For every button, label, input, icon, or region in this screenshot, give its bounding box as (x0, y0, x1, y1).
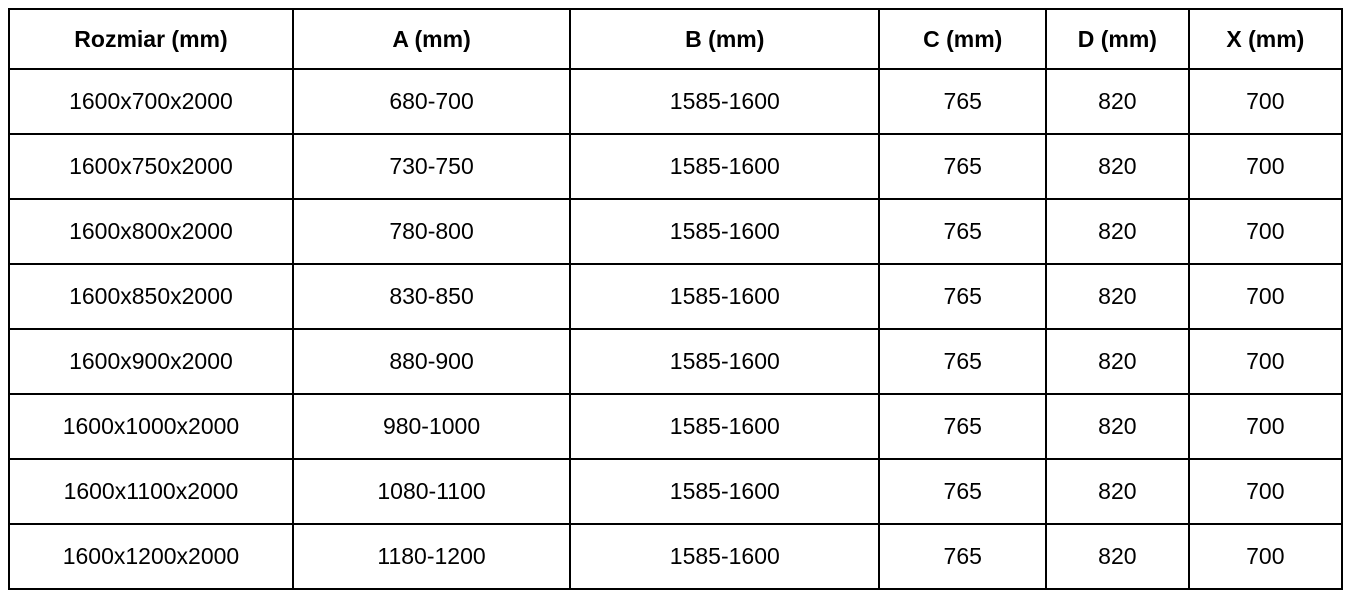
table-cell-a: 1080-1100 (293, 459, 570, 524)
table-cell-rozmiar: 1600x800x2000 (9, 199, 293, 264)
table-body (9, 69, 1342, 589)
table-cell-a: 680-700 (293, 69, 570, 134)
table-cell-a: 780-800 (293, 199, 570, 264)
table-cell-a: 830-850 (293, 264, 570, 329)
table-cell-x: 700 (1189, 199, 1342, 264)
table-cell-b: 1585-1600 (570, 264, 879, 329)
table-cell-c: 765 (879, 134, 1046, 199)
table-cell-b: 1585-1600 (570, 394, 879, 459)
table-cell-rozmiar: 1600x850x2000 (9, 264, 293, 329)
table-cell-x: 700 (1189, 264, 1342, 329)
table-cell-x: 700 (1189, 524, 1342, 589)
table-cell-c: 765 (879, 524, 1046, 589)
table-cell-d: 820 (1046, 134, 1189, 199)
table-cell-a: 880-900 (293, 329, 570, 394)
table-cell-d: 820 (1046, 329, 1189, 394)
table-cell-d: 820 (1046, 394, 1189, 459)
column-header-rozmiar: Rozmiar (mm) (9, 9, 293, 69)
table-cell-x: 700 (1189, 394, 1342, 459)
table-cell-b: 1585-1600 (570, 69, 879, 134)
table-cell-d: 820 (1046, 459, 1189, 524)
table-cell-d: 820 (1046, 264, 1189, 329)
column-header-a: A (mm) (293, 9, 570, 69)
table-row (9, 394, 1342, 459)
table-row (9, 199, 1342, 264)
table-cell-c: 765 (879, 199, 1046, 264)
table-cell-x: 700 (1189, 329, 1342, 394)
table-cell-rozmiar: 1600x900x2000 (9, 329, 293, 394)
table-row (9, 69, 1342, 134)
table-cell-b: 1585-1600 (570, 134, 879, 199)
table-cell-a: 980-1000 (293, 394, 570, 459)
table-cell-b: 1585-1600 (570, 524, 879, 589)
table-cell-rozmiar: 1600x1200x2000 (9, 524, 293, 589)
table-row (9, 134, 1342, 199)
table-row (9, 329, 1342, 394)
header-row (9, 9, 1342, 69)
table-header (9, 9, 1342, 69)
table-cell-d: 820 (1046, 69, 1189, 134)
table-cell-rozmiar: 1600x1000x2000 (9, 394, 293, 459)
table-cell-c: 765 (879, 264, 1046, 329)
table-cell-rozmiar: 1600x1100x2000 (9, 459, 293, 524)
table-row (9, 459, 1342, 524)
table-row (9, 524, 1342, 589)
table-cell-b: 1585-1600 (570, 199, 879, 264)
table-cell-d: 820 (1046, 199, 1189, 264)
table-cell-d: 820 (1046, 524, 1189, 589)
table-cell-b: 1585-1600 (570, 329, 879, 394)
table-cell-a: 730-750 (293, 134, 570, 199)
table-cell-c: 765 (879, 329, 1046, 394)
table-cell-c: 765 (879, 69, 1046, 134)
column-header-x: X (mm) (1189, 9, 1342, 69)
table-row (9, 264, 1342, 329)
size-specification-table (8, 8, 1343, 590)
table-cell-rozmiar: 1600x700x2000 (9, 69, 293, 134)
table-cell-c: 765 (879, 459, 1046, 524)
table-cell-x: 700 (1189, 134, 1342, 199)
column-header-c: C (mm) (879, 9, 1046, 69)
table-cell-x: 700 (1189, 69, 1342, 134)
table-cell-a: 1180-1200 (293, 524, 570, 589)
table-cell-b: 1585-1600 (570, 459, 879, 524)
column-header-b: B (mm) (570, 9, 879, 69)
table-cell-c: 765 (879, 394, 1046, 459)
table-cell-rozmiar: 1600x750x2000 (9, 134, 293, 199)
table-cell-x: 700 (1189, 459, 1342, 524)
column-header-d: D (mm) (1046, 9, 1189, 69)
